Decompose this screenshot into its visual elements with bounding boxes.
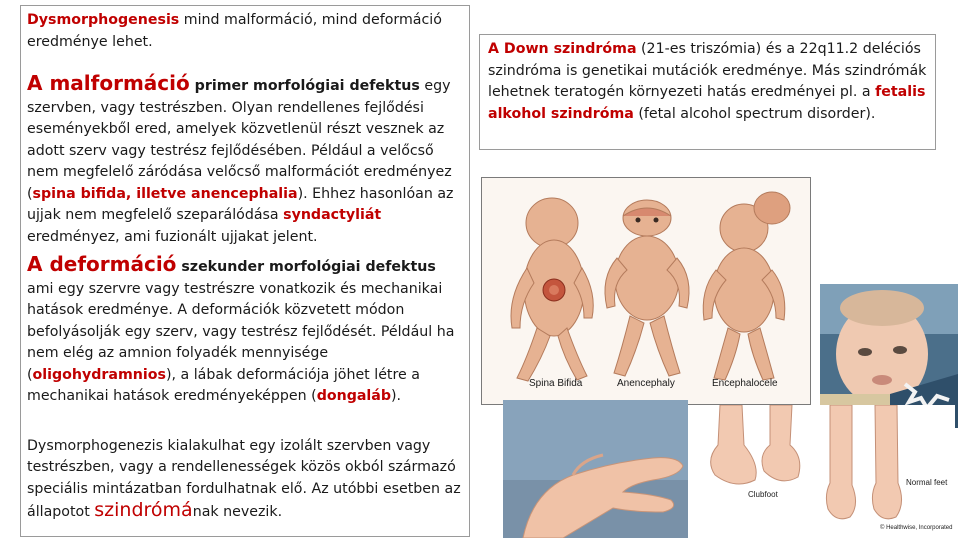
neural-tube-illustration [482, 178, 811, 405]
deformation-text-1: ami egy szervre vagy testrészre vonatkozik és mechanikai hatások eredménye. A deformációk közvetett módon befolyásolják egy szerv, vagy testrész fejlődését. Például ha nem elég az amnion folyadék mennyisége ( [27, 280, 455, 383]
neural-tube-defects-figure [481, 177, 811, 405]
hand-photo-image [503, 400, 688, 538]
paragraph-genetic [488, 39, 927, 125]
heading-deformation: A deformáció [27, 252, 177, 276]
paragraph-malformation [27, 73, 463, 248]
malformation-text-2: ). Ehhez hasonlóan az ujjak nem megfelelő szeparálódása [27, 185, 454, 223]
deformation-text-2: ), a lábak deformációja jöhet létre a mechanikai hatások eredményeképpen ( [27, 366, 420, 404]
term-oligohydramnios: oligohydramnios [32, 366, 166, 383]
right-text-panel [479, 34, 936, 150]
spina-bifida-baby [511, 198, 593, 381]
caption-encephalocele: Encephalocele [712, 378, 778, 389]
malformation-text-1: egy szervben, vagy testrészben. Olyan rendellenes fejlődési eseményekből ered, amelyek közvetlenül részt vesznek az adott szerv vagy testrész fejlődésében. Például a velőcső nem megfelelő záródása velőcső malformációt eredményez ( [27, 78, 452, 202]
genetic-text-1: (21-es triszómia) és a 22q11.2 deléciós szindróma is genetikai mutációk eredménye. Más szindrómák lehetnek teratogén környezeti hatás eredményei pl. a [488, 41, 927, 100]
term-syndrome: szindrómá [94, 499, 193, 521]
genetic-text-2: (fetal alcohol spectrum disorder). [633, 105, 876, 122]
clubfoot-figure [700, 405, 955, 535]
encephalocele-baby [703, 192, 790, 380]
caption-anencephaly: Anencephaly [617, 378, 675, 389]
term-down-syndrome: A Down szindróma [488, 41, 637, 57]
caption-normal-feet: Normal feet [906, 478, 948, 487]
caption-clubfoot: Clubfoot [748, 490, 778, 499]
primary-defect-text: primer morfológiai defektus [189, 78, 420, 94]
term-fetal-alcohol: fetalis alkohol szindróma [488, 84, 926, 122]
term-spina-bifida: spina bifida, illetve anencephalia [32, 185, 298, 202]
heading-malformation: A malformáció [27, 71, 190, 95]
intro-text: mind malformáció, mind deformáció eredménye lehet. [27, 12, 442, 50]
secondary-defect-text: szekunder morfológiai defektus [176, 259, 436, 275]
term-clubfoot: dongaláb [316, 388, 392, 404]
term-syndactyly: syndactyliát [283, 207, 382, 223]
figure-captions [482, 378, 811, 398]
left-text-panel [20, 5, 470, 537]
copyright-credit: © Healthwise, Incorporated [880, 525, 953, 531]
deformation-text-3: ). [391, 388, 402, 404]
anencephaly-baby [605, 200, 689, 376]
paragraph-deformation [27, 254, 463, 408]
syndrome-text-end: nak nevezik. [192, 504, 283, 520]
term-dysmorphogenesis: Dysmorphogenesis [27, 12, 180, 28]
paragraph-syndrome [27, 436, 463, 524]
paragraph-intro [27, 10, 463, 53]
feet-illustration [700, 405, 955, 535]
syndrome-text: Dysmorphogenezis kialakulhat egy izolált szervben vagy testrészben, vagy a rendellenességek közös okból származó speciális mintázatban fordulhatnak elő. Az utóbbi esetben az állapotot [27, 437, 461, 520]
malformation-text-3: eredményez, ami fuzionált ujjakat jelent. [27, 228, 318, 245]
caption-spina-bifida: Spina Bifida [529, 378, 583, 389]
syndactyly-hand-photo [503, 400, 688, 538]
